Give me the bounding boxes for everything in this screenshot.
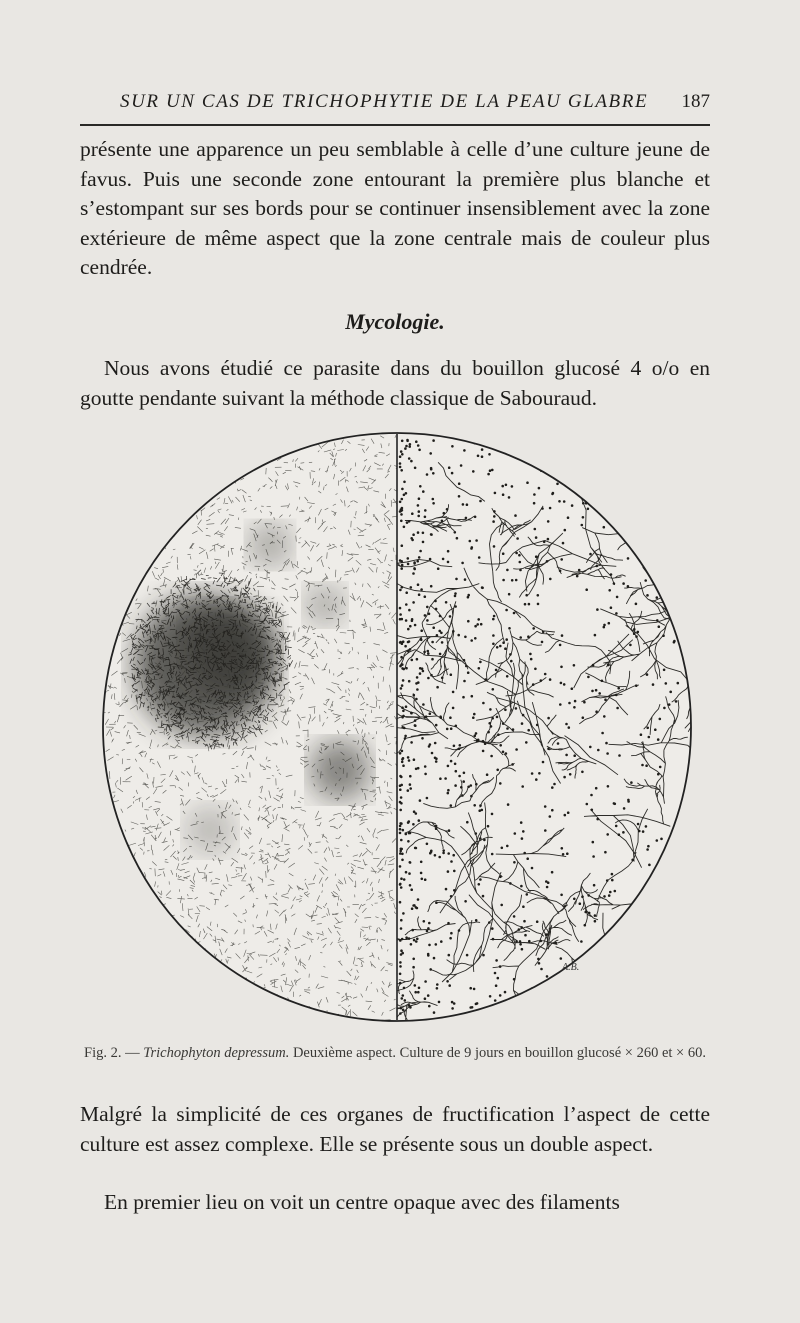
opaque-mass: [310, 740, 370, 800]
page-header: [80, 88, 710, 118]
page-number: 187: [681, 91, 710, 112]
microscope-field-drawing: [100, 430, 695, 1025]
opaque-mass: [248, 523, 292, 567]
caption-prefix: Fig. 2. —: [84, 1045, 140, 1061]
paragraph-first-aspect: En premier lieu on voit un centre opaque avec des filaments: [104, 1190, 620, 1214]
header-rule: [80, 124, 710, 126]
artist-signature: A.B.: [562, 962, 580, 973]
running-title: SUR UN CAS DE TRICHOPHYTIE DE LA PEAU GLABRE: [120, 91, 649, 112]
paragraph-complexity: Malgré la simplicité de ces organes de fructification l’aspect de cette culture est assez complexe. Elle se présente sous un double aspect.: [80, 1102, 710, 1156]
figure-caption: [80, 1043, 710, 1063]
opaque-mass: [185, 805, 235, 855]
section-heading: Mycologie.: [345, 309, 445, 334]
figure-microscope-field: [100, 430, 695, 1025]
caption-text: Deuxième aspect. Culture de 9 jours en bouillon glucosé × 260 et × 60.: [292, 1045, 706, 1061]
paragraph-continuation: présente une apparence un peu semblable à celle d’une culture jeune de favus. Puis une seconde zone entourant la première plus blanche et s’estompant sur ses bords pour se continuer insensiblement avec la zone extérieure de même aspect que la zone centrale mais de couleur plus cendrée.: [80, 137, 710, 279]
paragraph-method: Nous avons étudié ce parasite dans du bouillon glucosé 4 o/o en goutte pendante suivant la méthode classique de Sabouraud.: [80, 356, 710, 410]
caption-species: Trichophyton depressum.: [143, 1045, 290, 1061]
